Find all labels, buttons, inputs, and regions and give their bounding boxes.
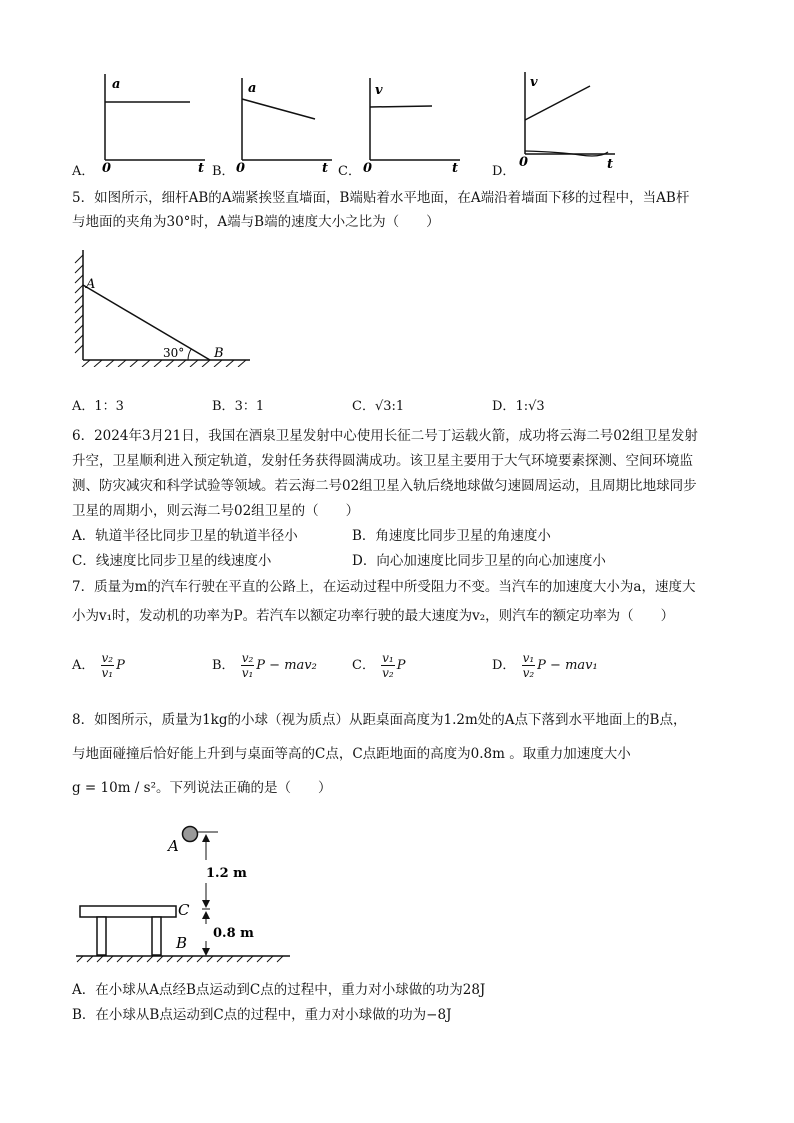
- q5-line1: 5．如图所示，细杆AB的A端紧挨竖直墙面，B端贴着水平地面，在A端沿着墙面下移的过程中，当AB杆: [72, 190, 690, 206]
- graph-d-ylabel: v: [530, 75, 538, 90]
- q7-option-c-label: C．: [352, 658, 375, 673]
- q5-option-d-label: D．: [492, 399, 516, 414]
- graph-a-origin: 0: [102, 161, 112, 176]
- q8-point-c: C: [178, 901, 190, 919]
- graph-option-c-label: C．: [338, 164, 361, 179]
- q7-option-d-tail: P − mav₁: [537, 658, 598, 673]
- q6-option-c: C．线速度比同步卫星的线速度小: [72, 553, 272, 569]
- q8-h2: 0.8 m: [213, 926, 254, 941]
- q5-option-d-text: 1:√3: [515, 399, 545, 414]
- q8-line3: g = 10m / s²。下列说法正确的是（ ）: [72, 780, 332, 796]
- q6-option-d: D．向心加速度比同步卫星的向心加速度小: [352, 553, 606, 569]
- q6-line4: 卫星的周期小，则云海二号02组卫星的（ ）: [72, 503, 360, 519]
- q8-figure: [68, 820, 298, 965]
- q5-option-b-text: 3：1: [234, 399, 265, 414]
- q7-option-a-tail: P: [116, 658, 125, 673]
- q5-option-c: [352, 395, 404, 414]
- graph-a-xlabel: t: [198, 161, 205, 176]
- q7-option-b: [212, 651, 317, 680]
- graph-option-d-label: D．: [492, 164, 516, 179]
- q8-line2: 与地面碰撞后恰好能上升到与桌面等高的C点，C点距地面的高度为0.8m 。取重力加速度大小: [72, 746, 631, 762]
- q7-option-b-den: v₁: [241, 666, 254, 680]
- q7-option-c-num: v₁: [382, 651, 394, 665]
- q6-line1: 6．2024年3月21日，我国在酒泉卫星发射中心使用长征二号丁运载火箭，成功将云海二号02组卫星发射: [72, 428, 698, 444]
- graph-option-a-label: A．: [72, 164, 95, 179]
- graph-c-origin: 0: [363, 161, 373, 176]
- q7-line1: 7．质量为m的汽车行驶在平直的公路上，在运动过程中所受阻力不变。当汽车的加速度大小为a，速度大: [72, 579, 696, 595]
- q5-option-b-label: B．: [212, 399, 235, 414]
- graph-d: [519, 72, 615, 172]
- q5-point-b: B: [214, 346, 224, 361]
- q7-option-b-num: v₂: [241, 651, 254, 665]
- q7-option-a-label: A．: [72, 658, 95, 673]
- q8-option-b: B．在小球从B点运动到C点的过程中，重力对小球做的功为−8J: [72, 1007, 452, 1023]
- q7-option-a-num: v₂: [101, 651, 114, 665]
- q5-option-a-label: A．: [72, 399, 95, 414]
- q6-option-a: A．轨道半径比同步卫星的轨道半径小: [72, 528, 298, 544]
- q7-option-c-tail: P: [396, 658, 406, 673]
- q5-option-d: [492, 395, 545, 414]
- graph-d-origin: 0: [519, 155, 529, 170]
- q5-line2: 与地面的夹角为30°时，A端与B端的速度大小之比为（ ）: [72, 214, 440, 230]
- q7-option-a: [72, 651, 125, 680]
- q7-option-d-num: v₁: [522, 651, 535, 665]
- q5-option-c-label: C．: [352, 399, 375, 414]
- q5-option-b: [212, 395, 264, 414]
- q5-option-c-text: √3:1: [374, 399, 405, 414]
- graph-c: [363, 78, 460, 176]
- q8-point-b: B: [176, 934, 188, 952]
- graph-a-ylabel: a: [112, 77, 121, 92]
- graph-option-b-label: B．: [212, 164, 235, 179]
- q7-option-b-label: B．: [212, 658, 235, 673]
- q7-option-d-label: D．: [492, 658, 516, 673]
- q7-option-d: [492, 651, 598, 680]
- graph-b-ylabel: a: [248, 81, 257, 96]
- q5-figure: [68, 245, 258, 367]
- q7-option-b-tail: P − mav₂: [256, 658, 317, 673]
- graph-a: [102, 74, 205, 176]
- q8-point-a: A: [168, 837, 179, 855]
- q5-option-a: [72, 395, 124, 414]
- q7-option-c: [352, 651, 405, 680]
- q6-line3: 测、防灾减灾和科学试验等领域。若云海二号02组卫星入轨后绕地球做匀速圆周运动，且周期比地球同步: [72, 478, 697, 494]
- q6-option-b: B．角速度比同步卫星的角速度小: [352, 528, 551, 544]
- graph-d-xlabel: t: [607, 157, 614, 172]
- graph-b-xlabel: t: [322, 161, 329, 176]
- graph-c-xlabel: t: [452, 161, 459, 176]
- q8-line1: 8．如图所示，质量为1kg的小球（视为质点）从距桌面高度为1.2m处的A点下落到水平地面上的B点，: [72, 712, 687, 728]
- q5-point-a: A: [86, 277, 96, 292]
- q7-line2: 小为v₁时，发动机的功率为P。若汽车以额定功率行驶的最大速度为v₂，则汽车的额定功率为（ ）: [72, 608, 675, 624]
- q8-option-a: A．在小球从A点经B点运动到C点的过程中，重力对小球做的功为28J: [72, 982, 486, 998]
- q5-option-a-text: 1：3: [94, 399, 124, 414]
- q7-option-a-den: v₁: [101, 666, 114, 680]
- q5-angle: 30°: [163, 346, 185, 360]
- q6-line2: 升空，卫星顺利进入预定轨道，发射任务获得圆满成功。该卫星主要用于大气环境要素探测、空间环境监: [72, 453, 693, 469]
- q7-option-c-den: v₂: [382, 666, 394, 680]
- q7-option-d-den: v₂: [522, 666, 535, 680]
- graph-b: [236, 78, 332, 176]
- graph-c-ylabel: v: [375, 83, 383, 98]
- graph-b-origin: 0: [236, 161, 246, 176]
- q8-h1: 1.2 m: [206, 866, 247, 881]
